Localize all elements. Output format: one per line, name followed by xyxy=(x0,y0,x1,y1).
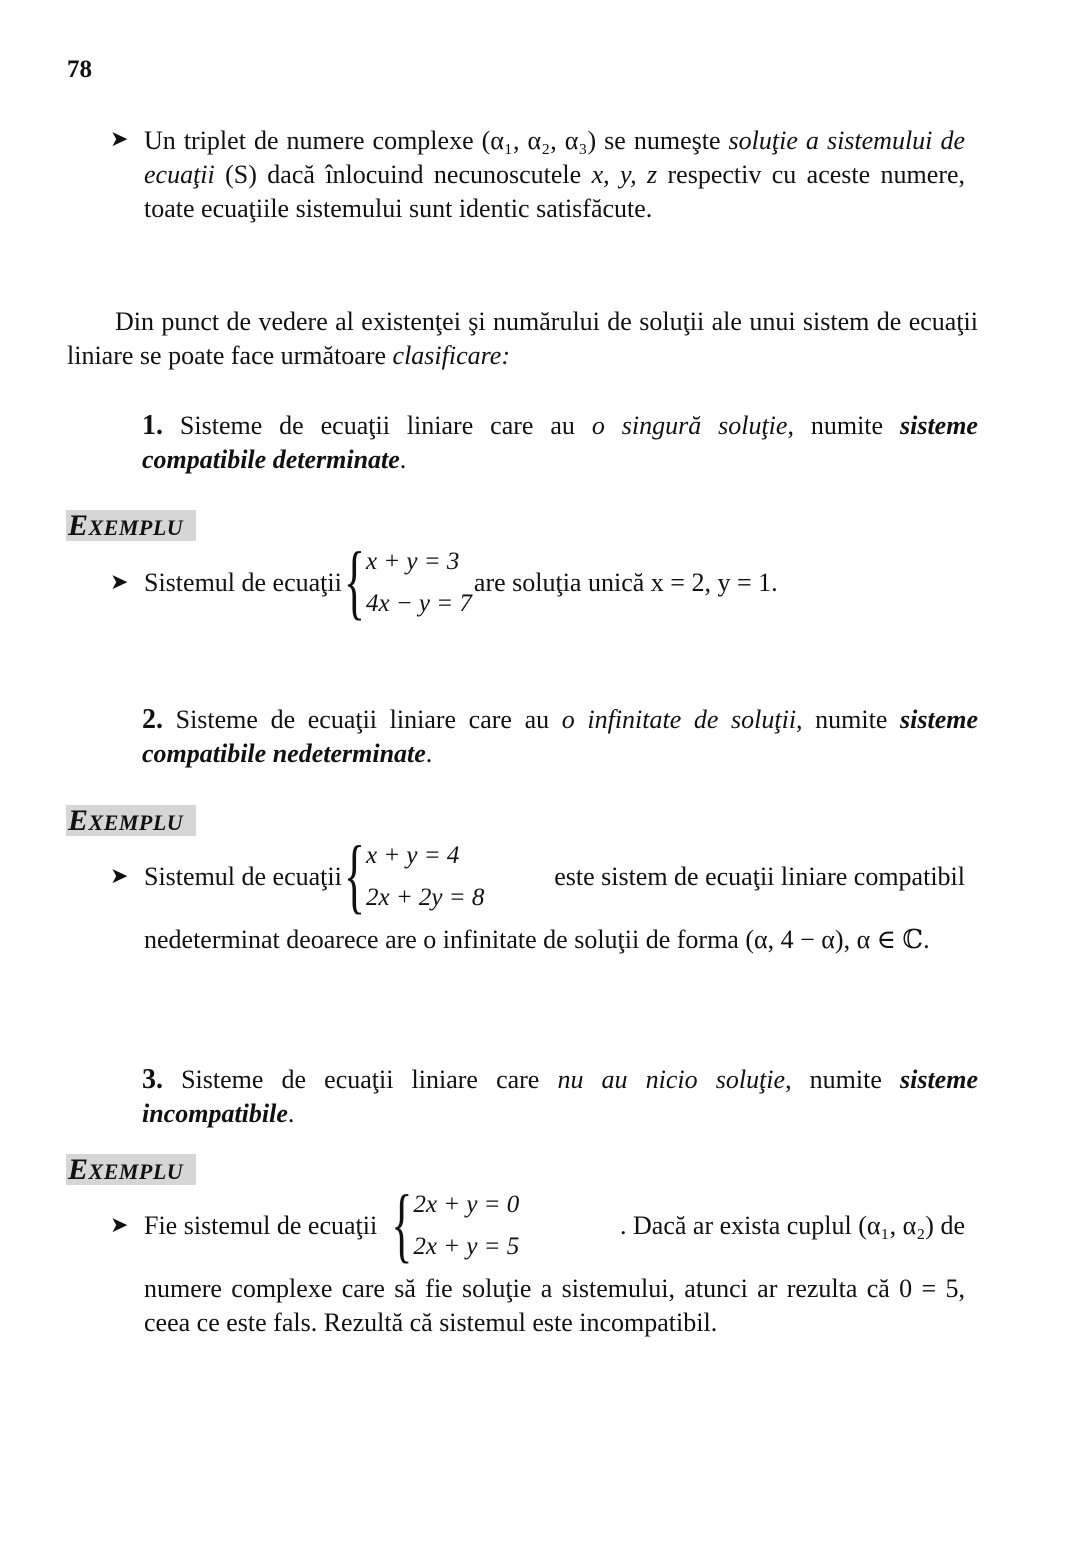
text: XEMPLU xyxy=(88,515,184,540)
item-2 xyxy=(142,703,978,771)
text: , numite xyxy=(787,411,900,440)
text: , numite xyxy=(785,1065,900,1094)
text: Sistemul de ecuaţii xyxy=(144,568,342,597)
term-bold: sisteme compatibile nedeterminate xyxy=(142,705,979,768)
bullet-arrow-icon: ➤ xyxy=(110,126,129,151)
item-3 xyxy=(142,1063,978,1131)
text-italic: nu au nicio soluţie xyxy=(557,1065,786,1094)
text: E xyxy=(68,1153,89,1186)
text-italic: o singură soluţie xyxy=(591,411,788,440)
text: . Dacă ar exista cuplul (α₁, α₂) de xyxy=(620,1211,965,1240)
text: XEMPLU xyxy=(88,1159,184,1184)
solution-definition xyxy=(144,124,965,226)
text: are soluţia unică x = 2, y = 1. xyxy=(473,568,778,597)
example-label xyxy=(66,1154,196,1185)
text: numite xyxy=(802,705,901,734)
text: Sisteme de ecuaţii liniare care xyxy=(163,1065,558,1094)
brace-icon: { xyxy=(343,535,365,629)
text: Din punct de vedere al existenţei şi numărului de soluţii ale unui sistem de ecuaţii liniare se poate face următoare xyxy=(67,307,978,370)
item-number: 2. xyxy=(142,704,163,735)
text: E xyxy=(68,509,89,542)
equation: 4x − y = 7 xyxy=(365,590,472,617)
example-2-continuation: nedeterminat deoarece are o infinitate de soluţii de forma (α, 4 − α), α ∈ ℂ. xyxy=(144,925,930,954)
brace-icon: { xyxy=(343,829,365,923)
text: . xyxy=(287,1099,295,1128)
example-1 xyxy=(144,535,778,629)
equation: x + y = 3 xyxy=(365,548,460,575)
term-bold: sisteme incompatibile xyxy=(142,1065,978,1128)
text: este sistem de ecuaţii liniare compatibil xyxy=(554,862,965,891)
equation-system xyxy=(391,1178,520,1272)
example-2 xyxy=(144,829,965,923)
variables: x, y, z xyxy=(591,160,658,189)
text: Un triplet de numere complexe (α₁, α₂, α₃) se numeşte xyxy=(144,126,729,155)
text: (S) dacă înlocuind necunoscutele xyxy=(214,160,592,189)
text: . xyxy=(399,445,407,474)
term-bold: sisteme compatibile determinate xyxy=(142,411,978,474)
equation: 2x + y = 5 xyxy=(413,1233,520,1260)
item-1 xyxy=(142,409,978,477)
equation: 2x + 2y = 8 xyxy=(365,884,485,911)
bullet-arrow-icon: ➤ xyxy=(110,569,129,594)
equation: x + y = 4 xyxy=(365,842,460,869)
bullet-arrow-icon: ➤ xyxy=(110,863,129,888)
text: . xyxy=(425,739,433,768)
page-number: 78 xyxy=(67,56,92,83)
text: XEMPLU xyxy=(88,810,184,835)
text: Fie sistemul de ecuaţii xyxy=(144,1211,378,1240)
text: Sisteme de ecuaţii liniare care au xyxy=(163,705,562,734)
item-number: 1. xyxy=(142,410,163,441)
term-solution: soluţie a sistemului de ecuaţii xyxy=(144,126,965,189)
example-3-continuation: numere complexe care să fie soluţie a sistemului, atunci ar rezulta că 0 = 5, ceea ce este fals. Rezultă că sistemul este incompatibil. xyxy=(144,1274,965,1337)
text: Sisteme de ecuaţii liniare care au xyxy=(163,411,592,440)
bullet-arrow-icon: ➤ xyxy=(110,1212,129,1237)
text-italic: o infinitate de soluţii, xyxy=(561,705,803,734)
text: respectiv cu aceste numere, toate ecuaţiile sistemului sunt identic satisfăcute. xyxy=(144,160,966,223)
equation-system xyxy=(343,829,485,923)
classification-paragraph xyxy=(67,305,978,373)
example-label xyxy=(66,805,196,836)
brace-icon: { xyxy=(391,1178,413,1272)
term-classification: clasificare: xyxy=(392,341,510,370)
example-3 xyxy=(144,1178,965,1272)
text: Sistemul de ecuaţii xyxy=(144,862,342,891)
equation: 2x + y = 0 xyxy=(413,1191,520,1218)
equation-system xyxy=(343,535,472,629)
example-label xyxy=(66,510,196,541)
text: E xyxy=(68,804,89,837)
item-number: 3. xyxy=(142,1064,163,1095)
